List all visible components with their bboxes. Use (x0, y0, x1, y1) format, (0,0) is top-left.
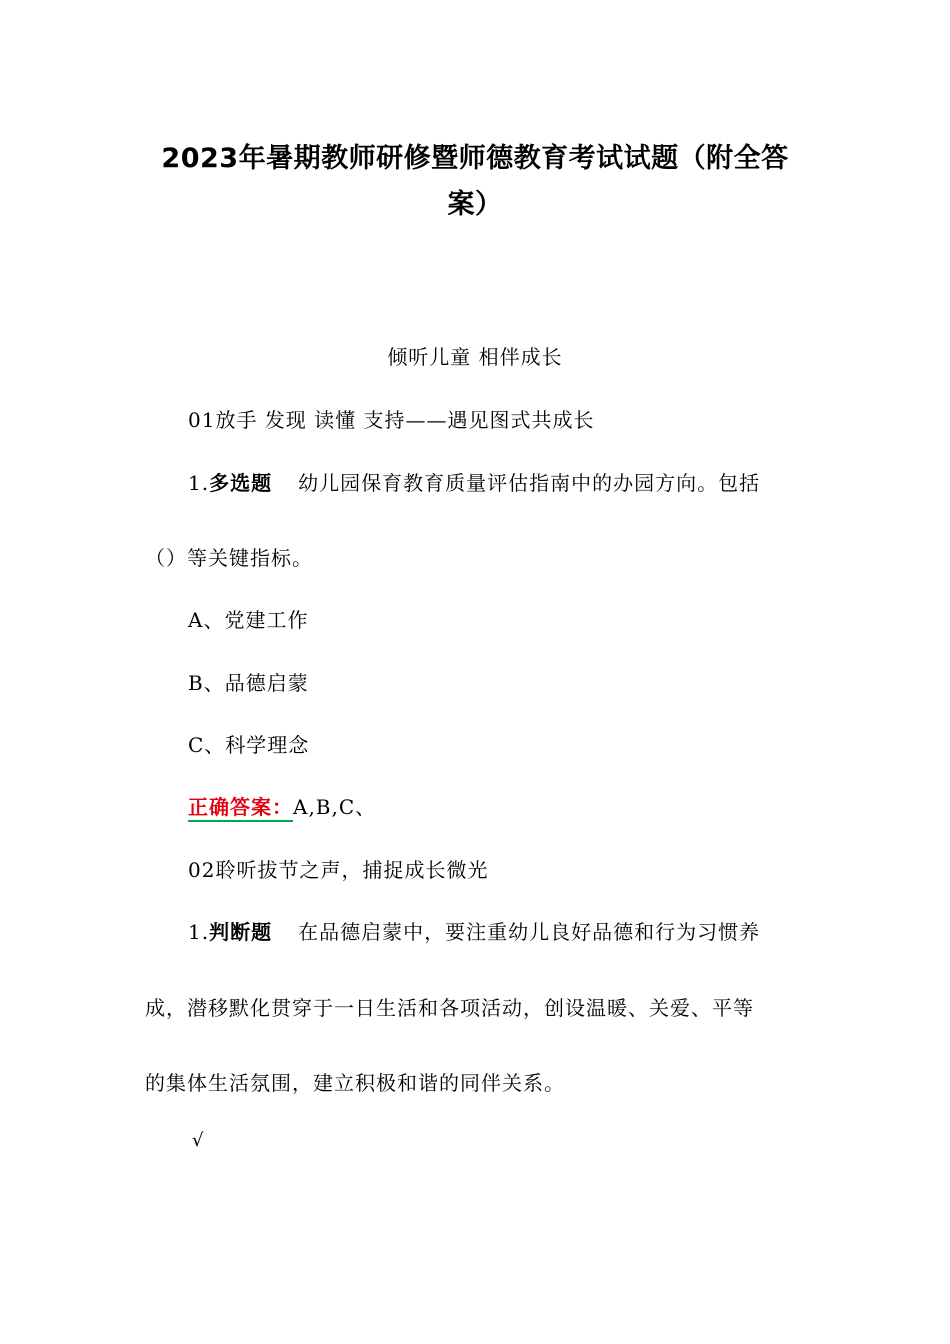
question1-number: 1. (188, 471, 210, 495)
option-b: B、品德启蒙 (188, 671, 309, 695)
question2-text-line1: 在品德启蒙中，要注重幼儿良好品德和行为习惯养 (298, 920, 761, 944)
question2-line2: 成，潜移默化贯穿于一日生活和各项活动，创设温暖、关爱、平等 (145, 996, 754, 1020)
section1-heading: 01放手 发现 读懂 支持——遇见图式共成长 (188, 408, 595, 432)
answer-value: A,B,C、 (293, 795, 377, 819)
question1-text-line1: 幼儿园保育教育质量评估指南中的办园方向。包括 (298, 471, 761, 495)
question2-line1 (188, 916, 760, 945)
option-a: A、党建工作 (188, 608, 309, 632)
question2-number: 1. (188, 920, 210, 944)
question1-type: 多选题 (209, 471, 273, 495)
document-title-line-2: 案） (447, 189, 503, 220)
answer-label: 正确答案： (188, 795, 293, 822)
answer-check-mark: √ (192, 1130, 205, 1151)
document-title-line-1: 2023年暑期教师研修暨师德教育考试试题（附全答 (161, 143, 789, 174)
option-c: C、科学理念 (188, 733, 310, 757)
question1-line2: （）等关键指标。 (145, 546, 313, 570)
question2-line3: 的集体生活氛围，建立积极和谐的同伴关系。 (145, 1071, 565, 1095)
section2-heading: 02聆听拔节之声，捕捉成长微光 (188, 858, 489, 882)
section-subtitle: 倾听儿童 相伴成长 (387, 345, 563, 369)
question1-line1 (188, 467, 803, 496)
question2-type: 判断题 (209, 920, 273, 944)
answer-line (188, 791, 376, 820)
